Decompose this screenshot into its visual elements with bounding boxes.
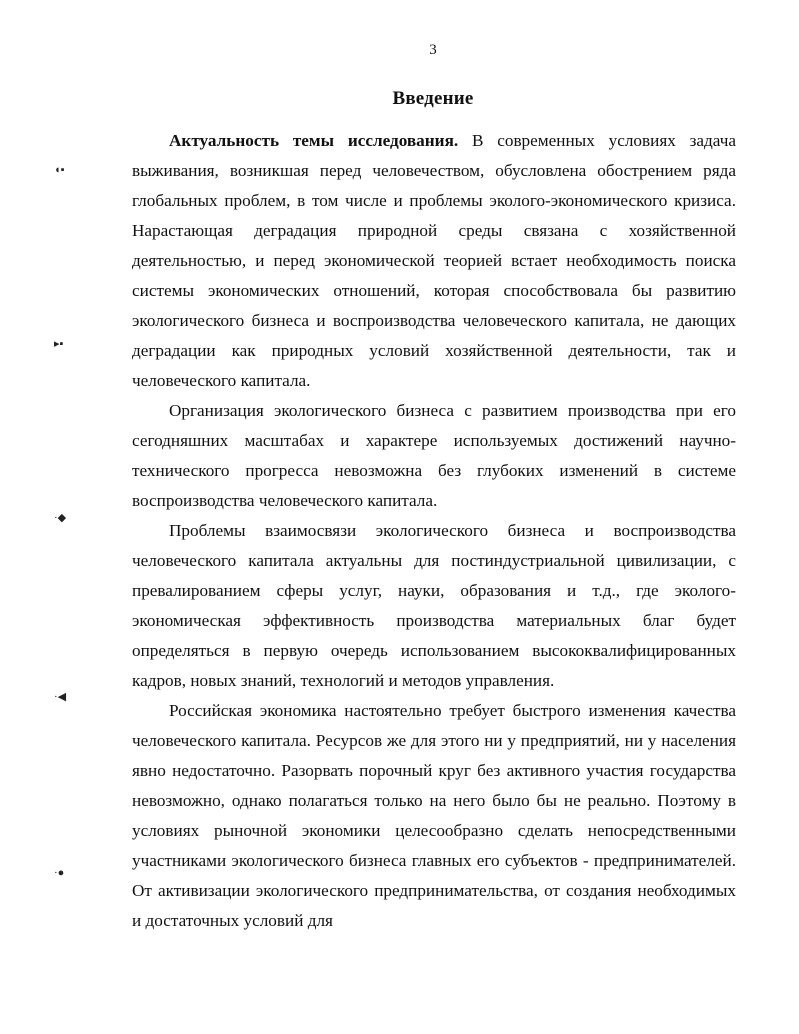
paragraph-4: Российская экономика настоятельно требует быстрого изменения качества человеческого капитала. Ресурсов же для этого ни у предприятий, ни у населения явно недостаточно. Разорвать порочный круг без активного участия государства невозможно, однако полагаться только на него было бы не реально. Поэтому в условиях рыночной экономики целесообразно сделать непосредственными участниками экологического бизнеса главных его субъектов - предпринимателей. От активизации экологического предпринимательства, от создания необходимых и достаточных условий для (132, 701, 736, 930)
page-number: 3 (429, 42, 437, 58)
paragraph-1 (132, 126, 736, 396)
scan-mark: ·◆ (54, 512, 67, 524)
body-text (132, 126, 736, 936)
paragraph-2: Организация экологического бизнеса с развитием производства при его сегодняшних масштабах и характере используемых достижений научно-технического прогресса невозможна без глубоких изменений в системе воспроизводства человеческого капитала. (132, 401, 736, 510)
scan-mark: ·◀ (54, 691, 67, 703)
paragraph-lead: Актуальность темы исследования. (169, 131, 459, 150)
paragraph-1-text: В современных условиях задача выживания, возникшая перед человечеством, обусловлена обострением ряда глобальных проблем, в том числе и проблемы эколого-экономического кризиса. Нарастающая деградация природной среды связана с хозяйственной деятельностью, и перед экономической теорией встает необходимость поиска системы экономических отношений, которая способствовала бы развитию экологического бизнеса и воспроизводства человеческого капитала, не дающих деградации как природных условий хозяйственной деятельности, так и человеческого капитала. (132, 131, 736, 390)
scan-mark: ◖▪ (54, 164, 65, 176)
scan-mark: ·● (54, 867, 65, 879)
page-title: Введение (392, 88, 474, 109)
scan-mark: ▸▪ (54, 338, 64, 350)
paragraph-3: Проблемы взаимосвязи экологического бизнеса и воспроизводства человеческого капитала актуальны для постиндустриальной цивилизации, с превалированием сферы услуг, науки, образования и т.д., где эколого-экономическая эффективность производства материальных благ будет определяться в первую очередь использованием высококвалифицированных кадров, новых знаний, технологий и методов управления. (132, 521, 736, 690)
